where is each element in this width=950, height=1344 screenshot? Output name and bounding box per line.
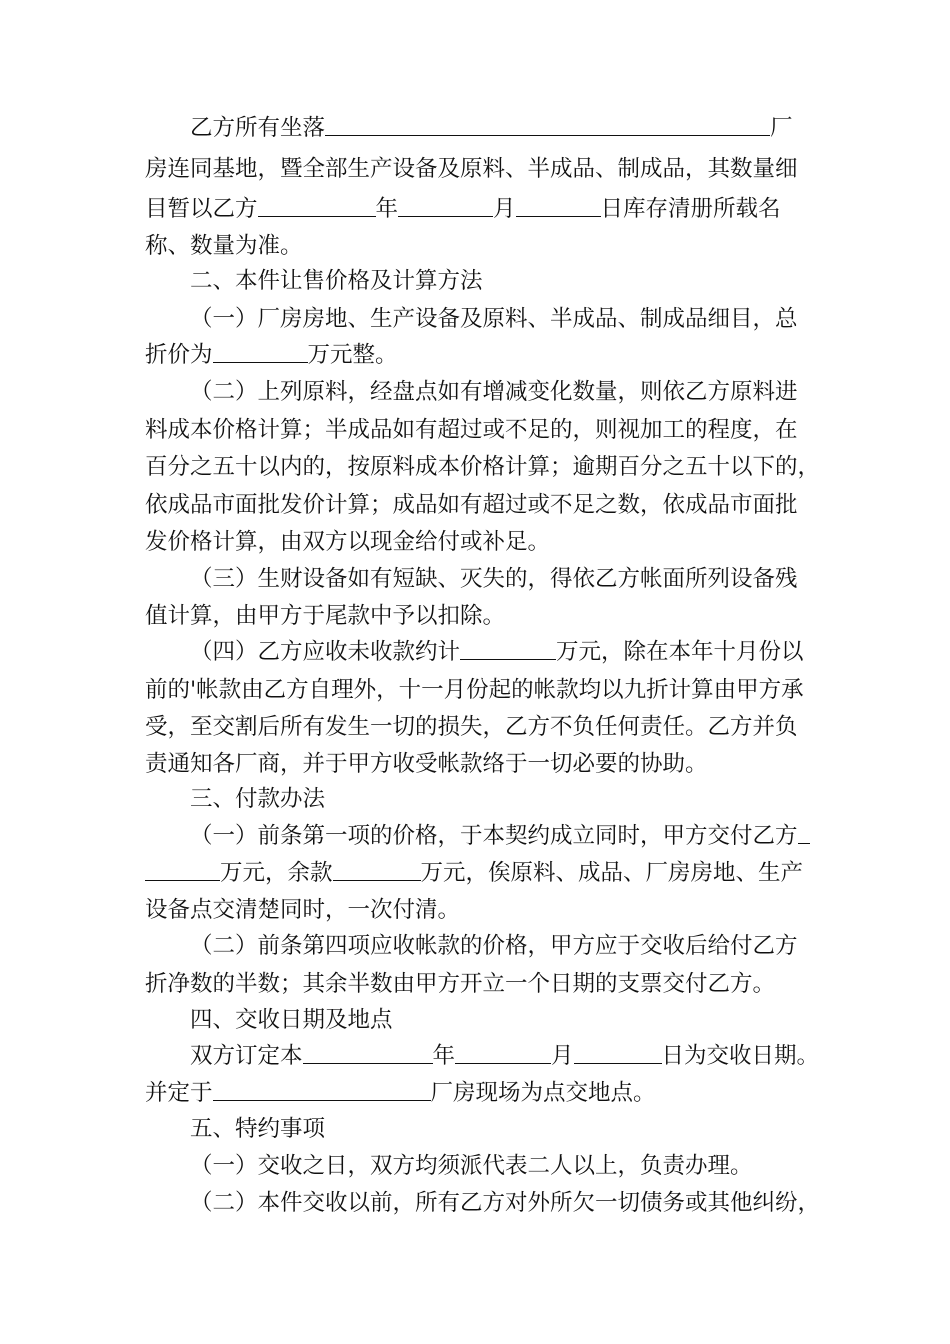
text-segment: 万元，除在本年十月份以 <box>556 639 804 665</box>
blank-underline <box>333 858 421 881</box>
text-segment: （二）前条第四项应收帐款的价格，甲方应于交收后给付乙方 <box>190 933 798 959</box>
blank-underline <box>258 194 376 217</box>
blank-underline <box>398 194 493 217</box>
text-line <box>145 452 820 482</box>
text-segment: 设备点交清楚同时，一次付清。 <box>145 897 461 923</box>
text-segment: 年 <box>375 196 399 222</box>
text-segment: 日库存清册所载名 <box>600 196 781 222</box>
text-line <box>190 931 798 961</box>
text-line <box>190 1114 325 1144</box>
text-line <box>145 712 798 742</box>
blank-underline <box>455 1041 551 1064</box>
text-segment: 百分之五十以内的，按原料成本价格计算；逾期百分之五十以下的， <box>145 454 821 480</box>
text-segment: 房连同基地，暨全部生产设备及原料、半成品、制成品，其数量细 <box>145 156 798 182</box>
text-segment: 目暂以乙方 <box>145 196 258 222</box>
blank-underline <box>798 821 810 844</box>
blank-underline <box>516 194 601 217</box>
text-segment: 发价格计算，由双方以现金给付或补足。 <box>145 529 551 555</box>
text-line <box>190 377 798 407</box>
text-line <box>190 304 798 334</box>
blank-underline <box>460 637 556 660</box>
text-segment: 依成品市面批发价计算；成品如有超过或不足之数，依成品市面批 <box>145 492 798 518</box>
text-segment: 厂 <box>770 115 793 141</box>
text-segment: （一）前条第一项的价格，于本契约成立同时，甲方交付乙方 <box>190 823 798 849</box>
text-segment: （一）交收之日，双方均须派代表二人以上，负责办理。 <box>190 1153 753 1179</box>
text-line <box>190 1005 393 1035</box>
text-line <box>145 415 798 445</box>
text-line <box>190 1041 819 1071</box>
text-segment: 年 <box>432 1043 456 1069</box>
text-segment: 责通知各厂商，并于甲方收受帐款络于一切必要的协助。 <box>145 751 708 777</box>
text-line <box>145 154 798 184</box>
blank-underline <box>213 340 308 363</box>
text-line <box>190 266 483 296</box>
text-segment: 二、本件让售价格及计算方法 <box>190 268 483 294</box>
text-segment: （一）厂房房地、生产设备及原料、半成品、制成品细目，总 <box>190 306 798 332</box>
text-line <box>190 113 793 143</box>
text-line <box>145 601 505 631</box>
text-line <box>190 1151 753 1181</box>
text-segment: 万元，余款 <box>220 860 333 886</box>
text-segment: 万元，俟原料、成品、厂房房地、生产 <box>420 860 804 886</box>
text-segment: 料成本价格计算；半成品如有超过或不足的，则视加工的程度，在 <box>145 417 798 443</box>
text-line <box>190 784 325 814</box>
text-segment: 受，至交割后所有发生一切的损失，乙方不负任何责任。乙方并负 <box>145 714 798 740</box>
text-segment: 乙方所有坐落 <box>190 115 326 141</box>
text-segment: 五、特约事项 <box>190 1116 326 1142</box>
text-segment: 月 <box>493 196 516 222</box>
text-segment: 折净数的半数；其余半数由甲方开立一个日期的支票交付乙方。 <box>145 971 776 997</box>
text-segment: （二）上列原料，经盘点如有增减变化数量，则依乙方原料进 <box>190 379 798 405</box>
text-segment: 并定于 <box>145 1080 213 1106</box>
text-line <box>145 490 798 520</box>
text-line <box>145 340 398 370</box>
text-line <box>145 194 781 224</box>
text-line <box>145 969 775 999</box>
blank-underline <box>325 113 770 136</box>
text-segment: 折价为 <box>145 342 213 368</box>
text-segment: 值计算，由甲方于尾款中予以扣除。 <box>145 603 506 629</box>
blank-underline <box>145 858 220 881</box>
blank-underline <box>213 1078 431 1101</box>
text-segment: 日为交收日期。 <box>661 1043 820 1069</box>
text-line <box>190 637 804 667</box>
text-line <box>145 749 708 779</box>
text-segment: 万元整。 <box>307 342 398 368</box>
text-segment: 三、付款办法 <box>190 786 326 812</box>
text-segment: 四、交收日期及地点 <box>190 1007 393 1033</box>
text-line <box>145 858 803 888</box>
blank-underline <box>303 1041 433 1064</box>
text-line <box>190 564 798 594</box>
text-segment: 双方订定本 <box>190 1043 303 1069</box>
text-segment: 前的'帐款由乙方自理外，十一月份起的帐款均以九折计算由甲方承 <box>145 677 804 703</box>
text-segment: 称、数量为准。 <box>145 233 303 259</box>
blank-underline <box>574 1041 662 1064</box>
text-line <box>145 1078 656 1108</box>
text-line <box>145 675 804 705</box>
text-segment: （四）乙方应收未收款约计 <box>190 639 461 665</box>
text-line <box>145 895 460 925</box>
text-line <box>190 1188 820 1218</box>
text-segment: 月 <box>551 1043 574 1069</box>
text-segment: 厂房现场为点交地点。 <box>430 1080 656 1106</box>
text-segment: （二）本件交收以前，所有乙方对外所欠一切债务或其他纠纷， <box>190 1190 821 1216</box>
text-line <box>145 231 303 261</box>
text-segment: （三）生财设备如有短缺、灭失的，得依乙方帐面所列设备残 <box>190 566 798 592</box>
text-line <box>145 527 550 557</box>
text-line <box>190 821 810 851</box>
